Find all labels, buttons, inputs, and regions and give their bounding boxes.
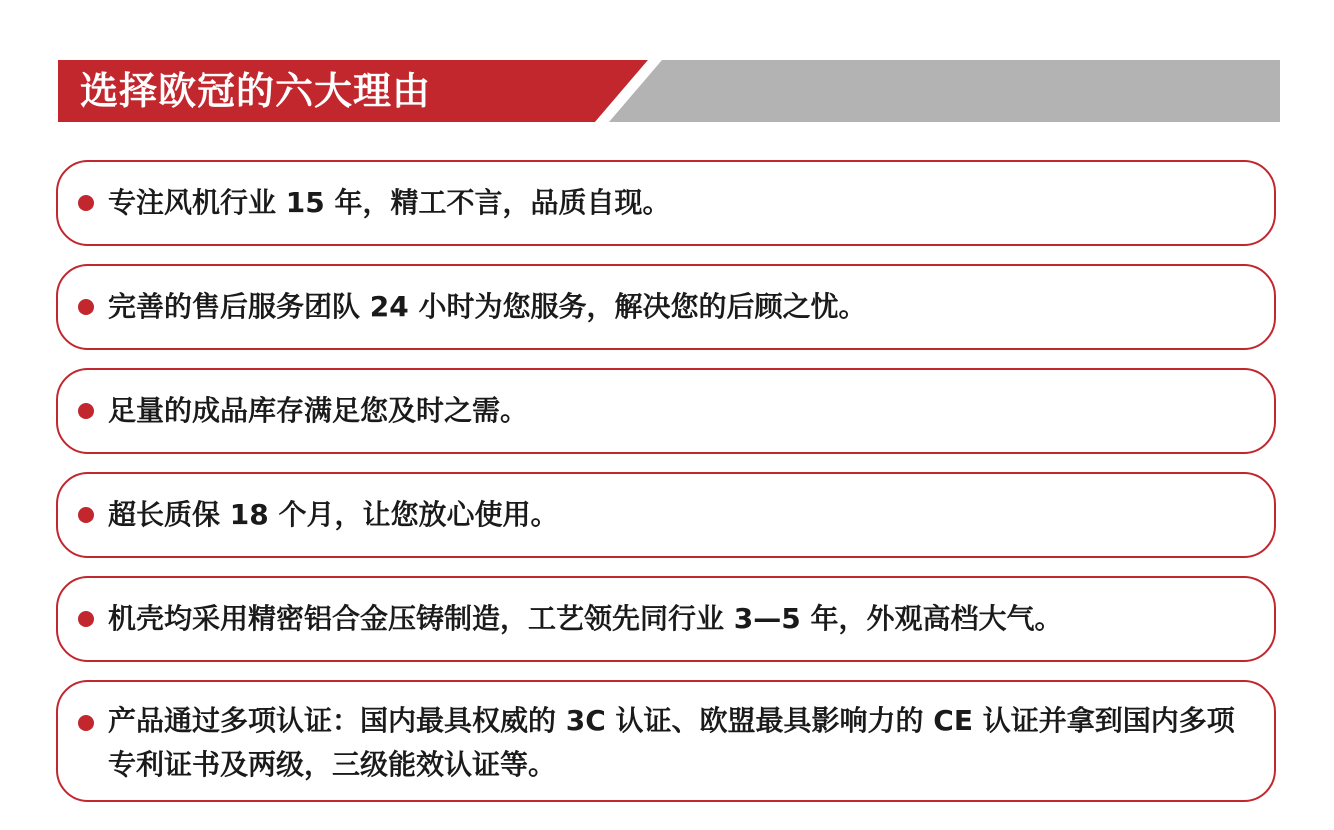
reason-item-1 <box>56 160 1276 246</box>
reason-text: 机壳均采用精密铝合金压铸制造，工艺领先同行业 3—5 年，外观高档大气。 <box>108 602 1063 635</box>
bullet-dot-icon <box>78 611 94 627</box>
reason-item-2 <box>56 264 1276 350</box>
reason-item-6 <box>56 680 1276 802</box>
page-title: 选择欧冠的六大理由 <box>80 69 432 113</box>
reason-text: 完善的售后服务团队 24 小时为您服务，解决您的后顾之忧。 <box>108 290 867 323</box>
reason-item-3 <box>56 368 1276 454</box>
reason-text: 专注风机行业 15 年，精工不言，品质自现。 <box>108 186 671 219</box>
bullet-dot-icon <box>78 299 94 315</box>
reason-text: 超长质保 18 个月，让您放心使用。 <box>108 498 559 531</box>
reason-text: 产品通过多项认证：国内最具权威的 3C 认证、欧盟最具影响力的 CE 认证并拿到国内多项专利证书及两级，三级能效认证等。 <box>108 704 1235 781</box>
reason-text: 足量的成品库存满足您及时之需。 <box>108 394 529 427</box>
bullet-dot-icon <box>78 195 94 211</box>
section-header <box>58 60 1280 122</box>
bullet-dot-icon <box>78 507 94 523</box>
bullet-dot-icon <box>78 403 94 419</box>
reason-item-5 <box>56 576 1276 662</box>
bullet-dot-icon <box>78 715 94 731</box>
reason-item-4 <box>56 472 1276 558</box>
